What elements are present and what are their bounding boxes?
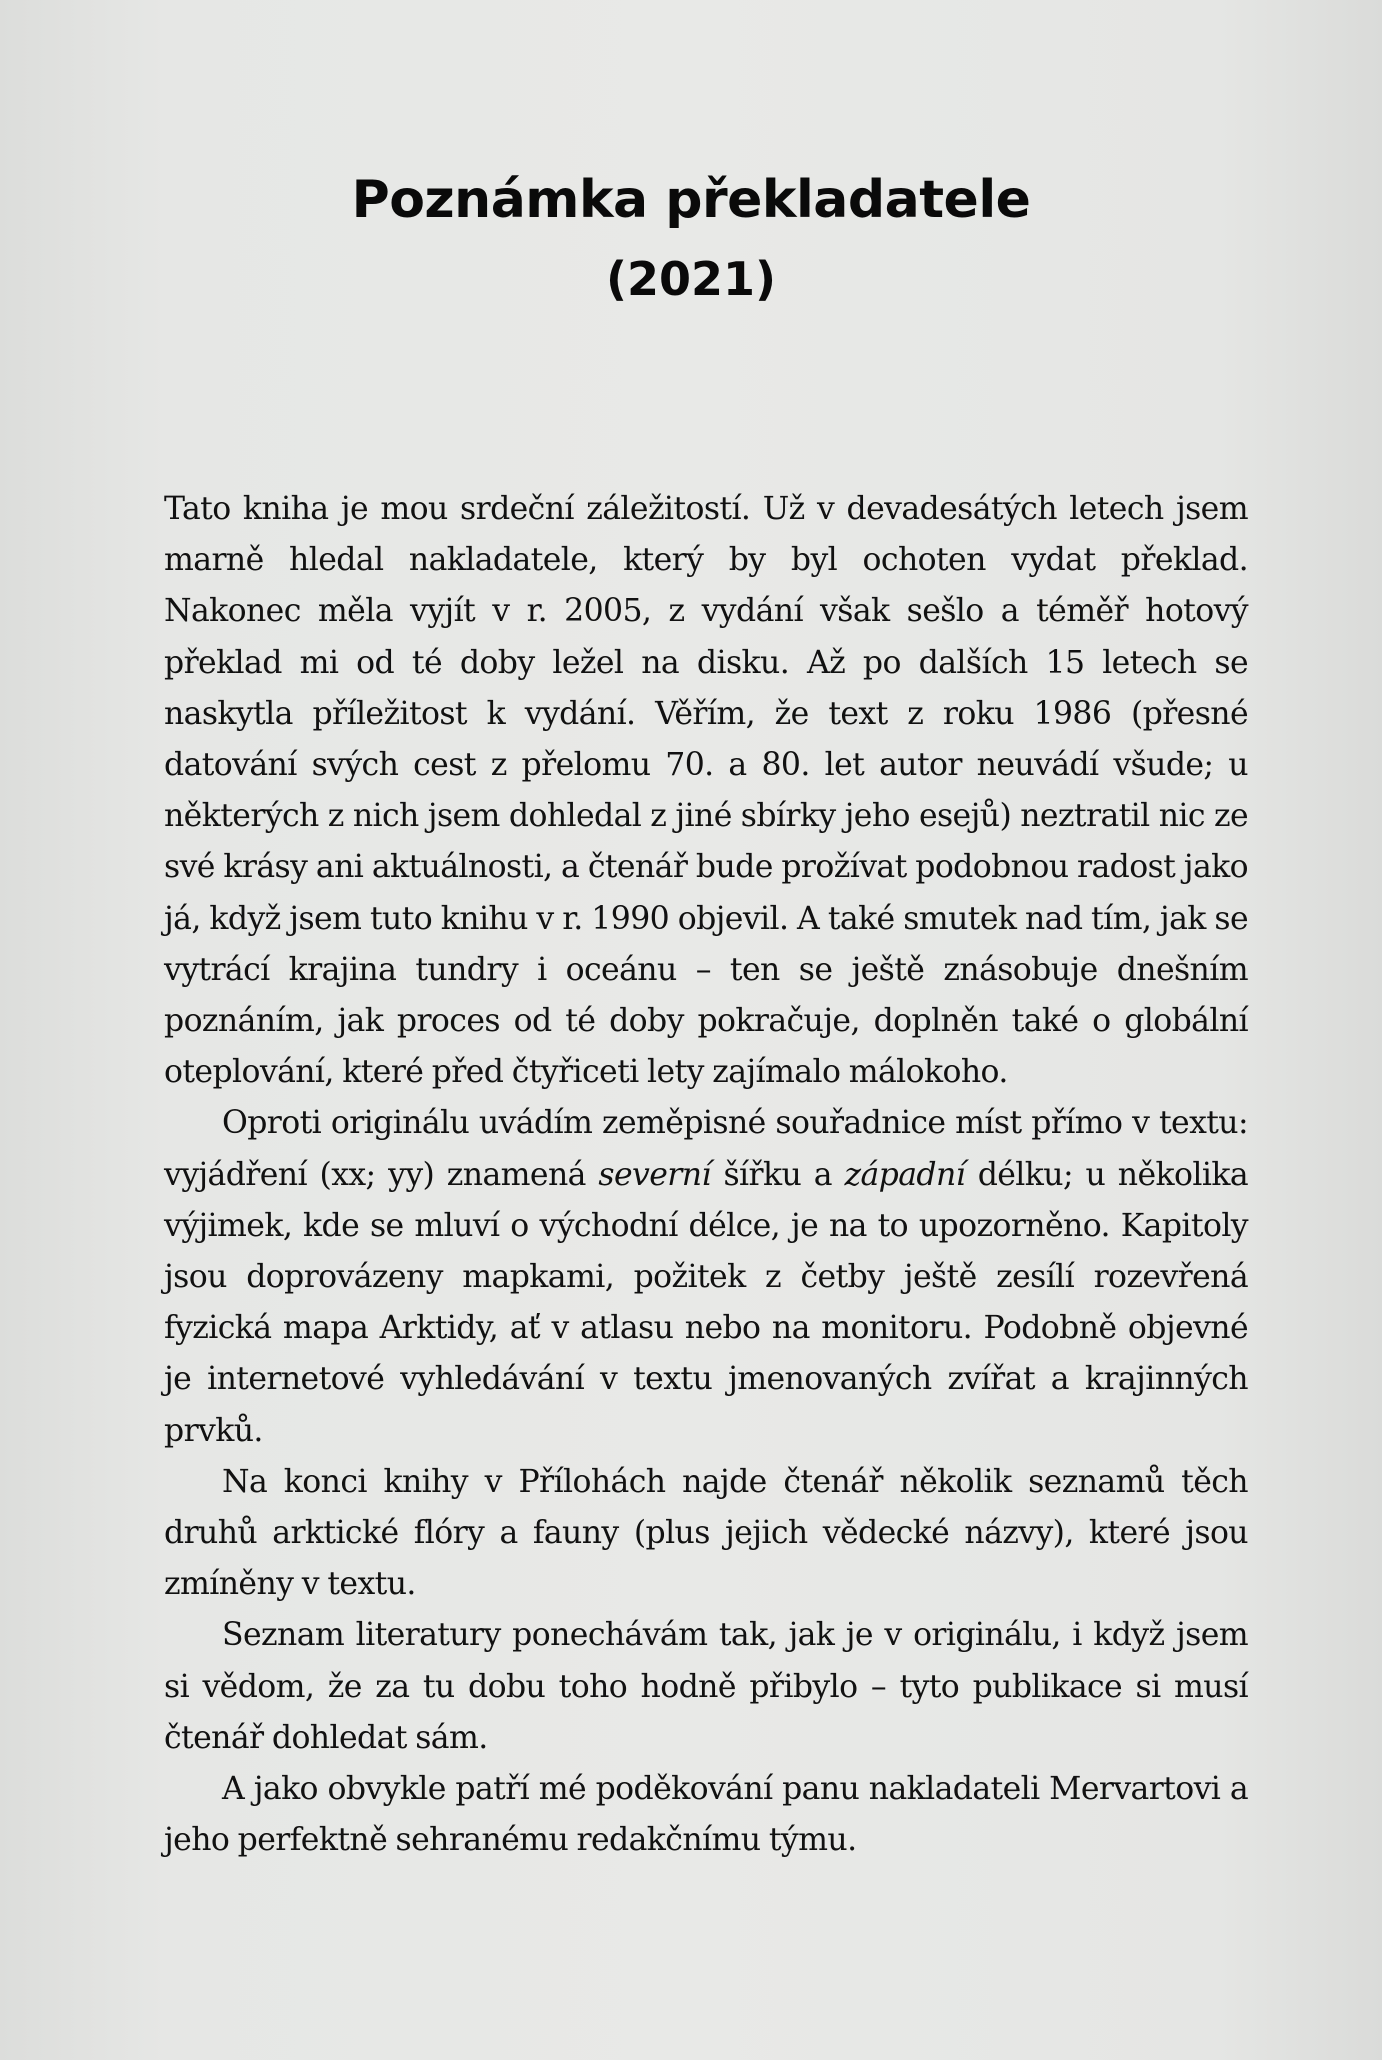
paragraph-1: Tato kniha je mou srdeční záležitostí. Už v devadesátých letech jsem marně hledal nakladatele, který by byl ochoten vydat překlad. Nakonec měla vyjít v r. 2005, z vydání však sešlo a téměř hotový překlad mi od té doby ležel na disku. Až po dalších 15 letech se naskytla příležitost k vydání. Věřím, že text z roku 1986 (přesné datování svých cest z přelomu 70. a 80. let autor neuvádí všude; u některých z nich jsem dohledal z jiné sbírky jeho esejů) neztratil nic ze své krásy ani aktuálnosti, a čtenář bude prožívat podobnou radost jako já, když jsem tuto knihu v r. 1990 objevil. A také smutek nad tím, jak se vytrácí krajina tundry i oceánu – ten se ještě znásobuje dnešním poznáním, jak proces od té doby pokračuje, doplněn také o globální oteplování, které před čtyřiceti lety zajímalo málokoho. <box>164 491 1248 1091</box>
paragraph-2 <box>164 1098 1248 1456</box>
paragraph-2-part-a: Oproti originálu uvádím zeměpisné souřadnice míst přímo v textu: vyjádření (xx; yy) znamená <box>164 1105 1248 1193</box>
paragraph-4: Seznam literatury ponechávám tak, jak je v originálu, i když jsem si vědom, že za tu dobu toho hodně přibylo – tyto publikace si musí čtenář dohledat sám. <box>164 1617 1248 1756</box>
paragraph-2-italic-severni: severní <box>598 1156 711 1193</box>
page-title-year: (2021) <box>605 252 777 306</box>
paragraph-2-part-c: šířku a <box>710 1156 845 1193</box>
paragraph-5: A jako obvykle patří mé poděkování panu nakladateli Mervartovi a jeho perfektně sehranému redakčnímu týmu. <box>164 1771 1248 1859</box>
paragraph-3: Na konci knihy v Přílohách najde čtenář několik seznamů těch druhů arktické flóry a fauny (plus jejich vědecké názvy), které jsou zmíněny v textu. <box>164 1463 1248 1603</box>
page-title: Poznámka překladatele <box>351 170 1031 230</box>
paragraph-2-part-e: délku; u několika výjimek, kde se mluví o východní délce, je na to upozorněno. Kapitoly jsou doprovázeny mapkami, požitek z četby ještě zesílí rozevřená fyzická mapa Arktidy, ať v atlasu nebo na monitoru. Podobně objevné je internetové vyhledávání v textu jmenovaných zvířat a krajinných prvků. <box>164 1156 1248 1449</box>
body-text <box>164 484 1248 1866</box>
paragraph-2-italic-zapadni: západní <box>844 1156 966 1193</box>
